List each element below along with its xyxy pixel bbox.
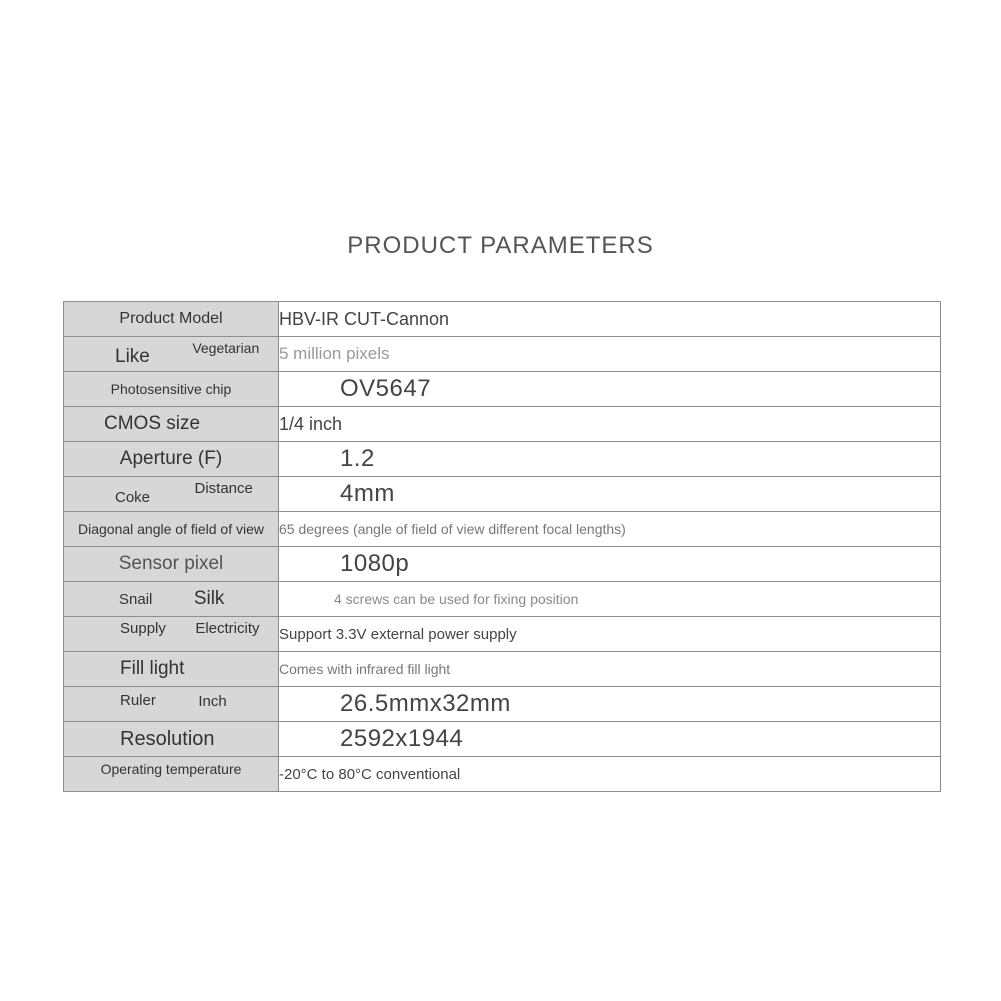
table-row <box>64 582 941 617</box>
row-value: Comes with infrared fill light <box>279 652 941 687</box>
row-label: Fill light <box>64 652 279 687</box>
row-label: Sensor pixel <box>64 547 279 582</box>
row-label-part: Coke <box>115 489 151 506</box>
row-value: 1/4 inch <box>279 407 941 442</box>
table-row <box>64 477 941 512</box>
parameters-table <box>63 301 941 792</box>
row-label <box>64 617 279 652</box>
row-label: Resolution <box>64 722 279 757</box>
row-value: Support 3.3V external power supply <box>279 617 941 652</box>
row-label <box>64 582 279 617</box>
row-value: 2592x1944 <box>279 722 941 757</box>
row-value: 5 million pixels <box>279 337 941 372</box>
row-label <box>64 477 279 512</box>
table-row <box>64 687 941 722</box>
table-row <box>64 547 941 582</box>
table-row <box>64 757 941 792</box>
table-row <box>64 372 941 407</box>
row-value: HBV-IR CUT-Cannon <box>279 302 941 337</box>
row-value: 1080p <box>279 547 941 582</box>
table-row <box>64 722 941 757</box>
row-label-part: Silk <box>193 588 225 609</box>
row-label: Diagonal angle of field of view <box>64 512 279 547</box>
row-label: Product Model <box>64 302 279 337</box>
table-row <box>64 407 941 442</box>
table-row <box>64 652 941 687</box>
row-label-part: Vegetarian <box>192 340 260 356</box>
row-label <box>64 337 279 372</box>
row-value: 4mm <box>279 477 941 512</box>
row-value: 4 screws can be used for fixing position <box>279 582 941 617</box>
row-value: 26.5mmx32mm <box>279 687 941 722</box>
row-value: OV5647 <box>279 372 941 407</box>
row-label: Photosensitive chip <box>64 372 279 407</box>
row-label <box>64 687 279 722</box>
table-row <box>64 442 941 477</box>
row-label-part: Ruler <box>120 692 156 709</box>
row-label: Aperture (F) <box>64 442 279 477</box>
row-label: Operating temperature <box>64 757 279 792</box>
row-value: 65 degrees (angle of field of view different focal lengths) <box>279 512 941 547</box>
table-row <box>64 512 941 547</box>
row-label-part: Inch <box>198 693 227 710</box>
row-label-part: Snail <box>119 591 153 608</box>
table-row <box>64 617 941 652</box>
row-value: -20°C to 80°C conventional <box>279 757 941 792</box>
row-label-part: Distance <box>194 480 253 497</box>
table-row <box>64 302 941 337</box>
row-label-part: Supply <box>120 620 166 637</box>
row-value: 1.2 <box>279 442 941 477</box>
row-label: CMOS size <box>64 407 279 442</box>
row-label-part: Like <box>115 346 150 367</box>
page-title: PRODUCT PARAMETERS <box>347 232 654 259</box>
row-label-part: Electricity <box>195 620 260 637</box>
table-row <box>64 337 941 372</box>
